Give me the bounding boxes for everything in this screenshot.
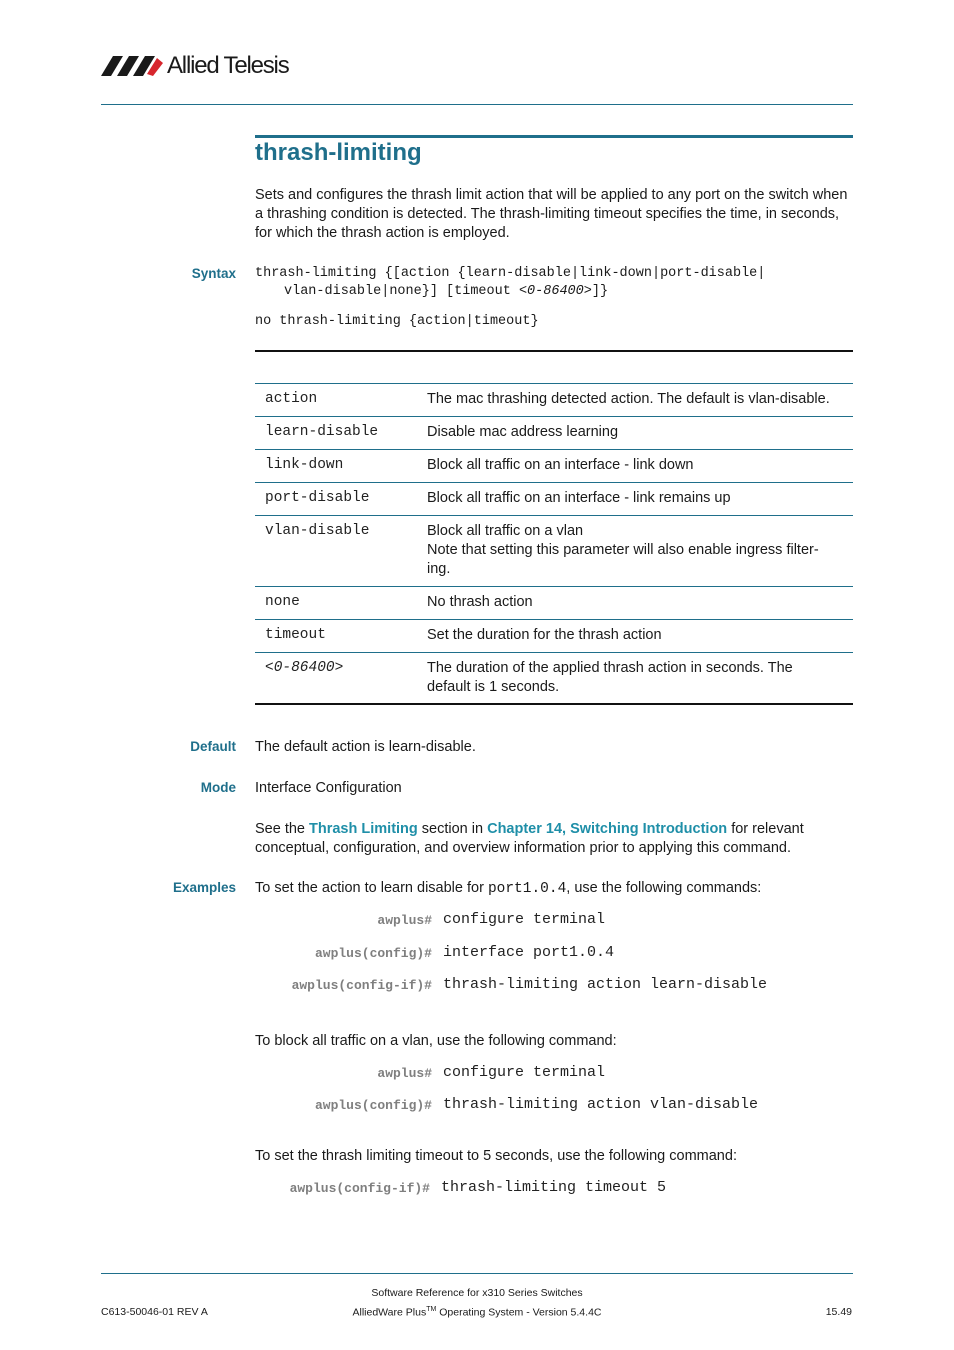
- command-prompt: awplus#: [377, 1066, 432, 1081]
- syntax-line-2: [284, 284, 608, 299]
- see-also-pre: See the: [255, 821, 310, 837]
- example-2-intro: To block all traffic on a vlan, use the following command:: [255, 1033, 617, 1049]
- parameter-description: The duration of the applied thrash action in seconds. The default is 1 seconds.: [427, 653, 853, 705]
- command-line: [0, 944, 954, 964]
- table-bottom-rule: [255, 703, 853, 705]
- footer-product: AlliedWare Plus: [352, 1306, 427, 1319]
- parameter-description: Set the duration for the thrash action: [427, 620, 853, 653]
- syntax-timeout-param: <0-86400>: [518, 284, 592, 299]
- example-1-post: , use the following commands:: [566, 880, 762, 896]
- command-prompt: awplus(config-if)#: [289, 1181, 430, 1196]
- command-line: [0, 1064, 954, 1084]
- mode-text: Interface Configuration: [255, 780, 402, 796]
- parameter-name: learn-disable: [255, 417, 427, 450]
- parameter-name: timeout: [255, 620, 427, 653]
- parameter-description: No thrash action: [427, 587, 853, 620]
- see-also-mid: section in: [417, 821, 488, 837]
- thrash-limiting-link[interactable]: Thrash Limiting: [309, 821, 418, 837]
- default-label: Default: [190, 739, 236, 754]
- footer-center-line-1: Software Reference for x310 Series Switches: [371, 1287, 583, 1299]
- parameter-row: [255, 516, 853, 587]
- command-line: [0, 1179, 954, 1199]
- parameter-name: action: [255, 384, 427, 417]
- syntax-label: Syntax: [191, 266, 236, 281]
- example-1-pre: To set the action to learn disable for: [255, 880, 488, 896]
- see-also-paragraph: [255, 820, 855, 858]
- footer-page-number: 15.49: [825, 1306, 852, 1318]
- default-text: The default action is learn-disable.: [255, 739, 476, 755]
- command-text: interface port1.0.4: [443, 944, 615, 961]
- parameter-row: [255, 417, 853, 450]
- command-line: [0, 976, 954, 996]
- parameter-row: [255, 483, 853, 516]
- footer-tm: TM: [426, 1306, 437, 1313]
- header-rule: [101, 104, 853, 105]
- command-prompt: awplus(config)#: [314, 1098, 432, 1113]
- parameter-description: Disable mac address learning: [427, 417, 853, 450]
- command-text: configure terminal: [443, 1064, 606, 1081]
- syntax-line-2-b: ]}: [591, 284, 609, 299]
- command-prompt: awplus(config-if)#: [291, 978, 432, 993]
- command-line: [0, 911, 954, 931]
- table-top-rule: [255, 350, 853, 352]
- command-text: thrash-limiting timeout 5: [441, 1179, 667, 1196]
- command-prompt: awplus(config)#: [314, 946, 432, 961]
- intro-paragraph: Sets and configures the thrash limit action that will be applied to any port on the switch when a thrashing condition is detected. The thrash-limiting timeout specifies the time, in seconds, for which the thrash action is employed.: [255, 187, 848, 241]
- syntax-line-3: no thrash-limiting {action|timeout}: [255, 314, 539, 329]
- footer-doc-number: C613-50046-01 REV A: [101, 1306, 208, 1318]
- parameter-name: port-disable: [255, 483, 427, 516]
- footer-version: Operating System - Version 5.4.4C: [436, 1306, 602, 1319]
- example-1-port: port1.0.4: [487, 881, 567, 897]
- parameter-row: [255, 620, 853, 653]
- parameter-description: Block all traffic on a vlan Note that setting this parameter will also enable ingress filter- ing.: [427, 516, 853, 587]
- page-title: thrash-limiting: [255, 139, 422, 166]
- parameter-name: none: [255, 587, 427, 620]
- company-logo: [101, 52, 301, 80]
- command-prompt: awplus#: [377, 913, 432, 928]
- command-text: configure terminal: [443, 911, 606, 928]
- parameter-row: [255, 450, 853, 483]
- example-3-intro: To set the thrash limiting timeout to 5 seconds, use the following command:: [255, 1148, 737, 1164]
- parameter-name: link-down: [255, 450, 427, 483]
- parameter-description: Block all traffic on an interface - link remains up: [427, 483, 853, 516]
- parameter-description: Block all traffic on an interface - link down: [427, 450, 853, 483]
- mode-label: Mode: [200, 780, 236, 795]
- footer-center-line-2: [0, 1306, 954, 1319]
- examples-label: Examples: [172, 880, 236, 895]
- parameter-name: <0-86400>: [255, 653, 427, 705]
- syntax-line-2-a: vlan-disable|none}] [timeout: [284, 284, 519, 299]
- allied-telesis-logo-icon: [101, 54, 167, 78]
- command-text: thrash-limiting action learn-disable: [443, 976, 768, 993]
- parameter-row: [255, 384, 853, 417]
- parameter-row: [255, 653, 853, 705]
- parameter-table: [255, 383, 853, 704]
- parameter-description: The mac thrashing detected action. The default is vlan-disable.: [427, 384, 853, 417]
- command-text: thrash-limiting action vlan-disable: [443, 1096, 759, 1113]
- title-rule: [255, 135, 853, 138]
- see-also-post: for relevant conceptual, configuration, and overview information prior to applying this command.: [255, 821, 804, 856]
- command-line: [0, 1096, 954, 1116]
- parameter-name: vlan-disable: [255, 516, 427, 587]
- example-1-intro: [255, 879, 855, 899]
- syntax-line-1: thrash-limiting {[action {learn-disable|link-down|port-disable|: [255, 266, 766, 281]
- logo-text: Allied Telesis: [167, 52, 289, 79]
- chapter-14-link[interactable]: Chapter 14, Switching Introduction: [487, 821, 728, 837]
- parameter-row: [255, 587, 853, 620]
- footer-rule: [101, 1273, 853, 1274]
